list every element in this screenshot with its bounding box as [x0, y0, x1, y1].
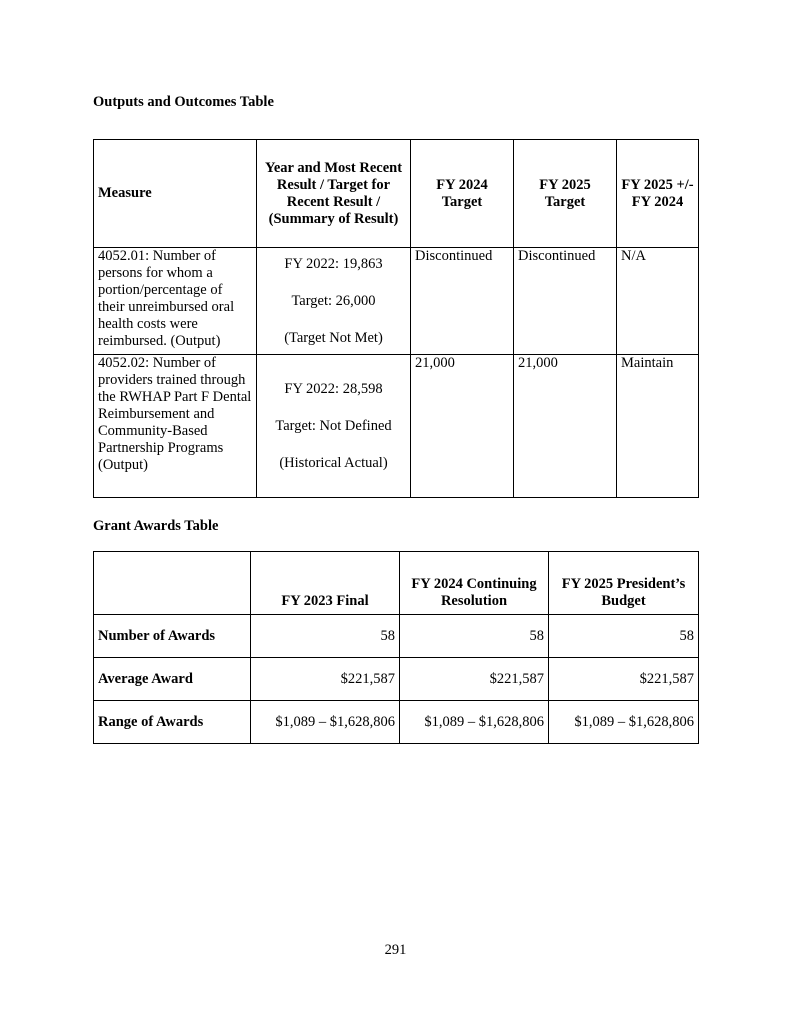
- header-difference: FY 2025 +/- FY 2024: [617, 140, 699, 248]
- table-row: [94, 615, 699, 658]
- fy2024-cell: Discontinued: [411, 248, 514, 355]
- fy2024-cell: 21,000: [411, 355, 514, 498]
- value-cell: 58: [549, 615, 699, 658]
- table-row: [94, 658, 699, 701]
- value-cell: $221,587: [251, 658, 400, 701]
- grant-awards-table: [93, 551, 699, 744]
- row-label: Range of Awards: [94, 701, 251, 744]
- result-target: Target: 26,000: [291, 293, 376, 309]
- header-blank: [94, 552, 251, 615]
- header-fy2025-target: FY 2025 Target: [514, 140, 617, 248]
- value-cell: $1,089 – $1,628,806: [549, 701, 699, 744]
- fy2025-cell: 21,000: [514, 355, 617, 498]
- result-value: FY 2022: 28,598: [284, 380, 383, 397]
- outcomes-table-title: Outputs and Outcomes Table: [93, 94, 274, 110]
- fy2025-cell: Discontinued: [514, 248, 617, 355]
- header-fy2025: FY 2025 President’s Budget: [549, 552, 699, 615]
- page-number: 291: [384, 942, 407, 958]
- result-summary: (Historical Actual): [279, 454, 388, 471]
- table-row: [94, 248, 699, 355]
- table-row: [94, 355, 699, 498]
- header-measure: Measure: [94, 140, 257, 248]
- row-label: Average Award: [94, 658, 251, 701]
- grants-table-title: Grant Awards Table: [93, 518, 219, 534]
- header-fy2024: FY 2024 Continuing Resolution: [400, 552, 549, 615]
- value-cell: 58: [251, 615, 400, 658]
- result-cell: [257, 355, 411, 498]
- value-cell: $1,089 – $1,628,806: [251, 701, 400, 744]
- row-label: Number of Awards: [94, 615, 251, 658]
- measure-cell: 4052.02: Number of providers trained through the RWHAP Part F Dental Reimbursement and Community-Based Partnership Programs (Output): [94, 355, 257, 498]
- result-summary: (Target Not Met): [284, 330, 383, 346]
- value-cell: $221,587: [400, 658, 549, 701]
- measure-cell: 4052.01: Number of persons for whom a portion/percentage of their unreimbursed oral health costs were reimbursed. (Output): [94, 248, 257, 355]
- table-row: [94, 701, 699, 744]
- result-target: Target: Not Defined: [275, 417, 392, 434]
- value-cell: $221,587: [549, 658, 699, 701]
- result-value: FY 2022: 19,863: [284, 256, 383, 272]
- result-cell: [257, 248, 411, 355]
- header-recent-result: Year and Most Recent Result / Target for Recent Result / (Summary of Result): [257, 140, 411, 248]
- difference-cell: N/A: [617, 248, 699, 355]
- table-header-row: [94, 140, 699, 248]
- header-fy2023: FY 2023 Final: [251, 552, 400, 615]
- value-cell: $1,089 – $1,628,806: [400, 701, 549, 744]
- header-fy2024-target: FY 2024 Target: [411, 140, 514, 248]
- outputs-outcomes-table: [93, 139, 699, 498]
- difference-cell: Maintain: [617, 355, 699, 498]
- value-cell: 58: [400, 615, 549, 658]
- table-header-row: [94, 552, 699, 615]
